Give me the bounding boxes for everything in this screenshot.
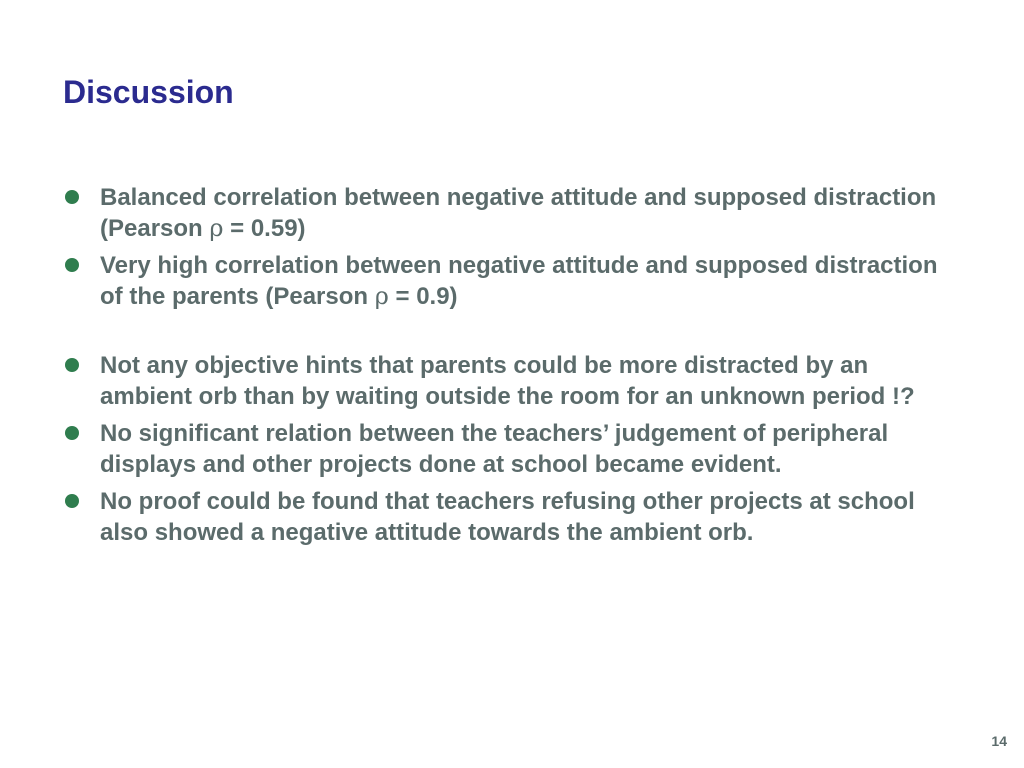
bullet-text: No significant relation between the teachers’ judgement of peripheral displays and other projects done at school became evident. [100,420,889,478]
bullet-item [62,418,962,480]
bullet-dot-icon [65,190,79,204]
bullet-item [62,350,962,412]
bullet-text: Not any objective hints that parents could be more distracted by an ambient orb than by waiting outside the room for an unknown period !? [100,352,915,410]
bullet-item [62,182,962,244]
bullet-item [62,486,962,548]
rho-symbol: ρ [374,282,389,310]
bullet-text: Balanced correlation between negative attitude and supposed distraction (Pearson ρ = 0.59) [100,184,937,242]
page-number: 14 [991,733,1007,749]
bullet-text: Very high correlation between negative attitude and supposed distraction of the parents (Pearson ρ = 0.9) [100,252,938,310]
rho-symbol: ρ [209,214,224,242]
bullet-dot-icon [65,494,79,508]
bullet-dot-icon [65,258,79,272]
slide-title: Discussion [63,74,234,110]
bullet-dot-icon [65,358,79,372]
bullet-text: No proof could be found that teachers refusing other projects at school also showed a negative attitude towards the ambient orb. [100,488,915,546]
bullet-item [62,250,962,312]
bullet-list [62,182,962,554]
bullet-dot-icon [65,426,79,440]
